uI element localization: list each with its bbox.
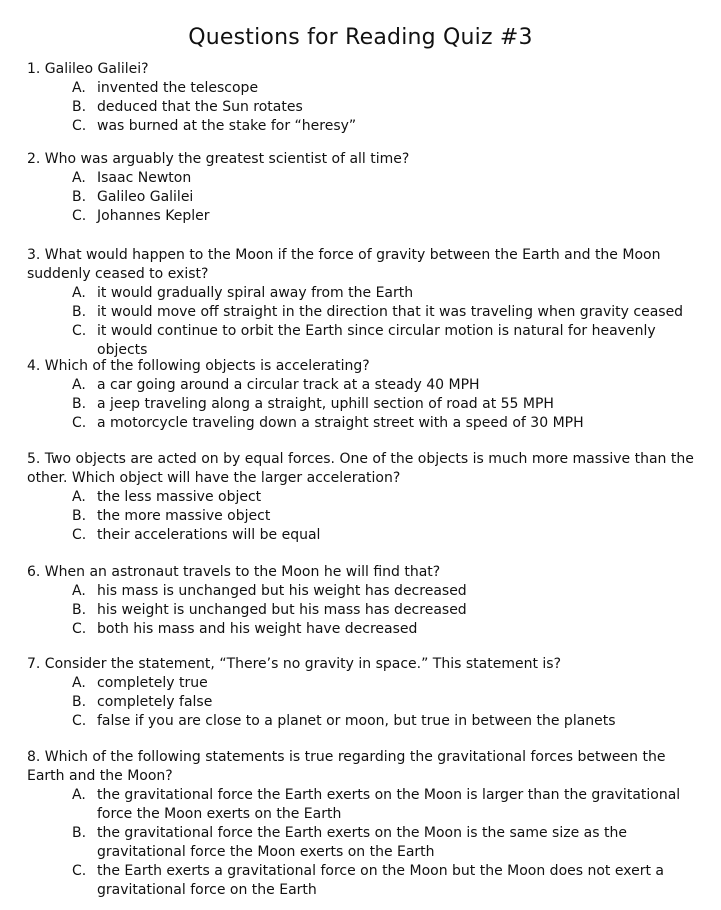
option-text: the gravitational force the Earth exerts on the Moon is the same size as the gravitational force the Moon exerts on the Earth xyxy=(97,825,627,860)
option-c xyxy=(27,207,707,226)
option-letter: C. xyxy=(72,527,87,543)
option-text: Johannes Kepler xyxy=(97,208,210,224)
option-text: it would gradually spiral away from the Earth xyxy=(97,285,414,301)
option-c xyxy=(27,414,707,433)
option-letter: A. xyxy=(72,285,86,301)
option-b xyxy=(27,303,707,322)
question-stem: 3. What would happen to the Moon if the force of gravity between the Earth and the Moon suddenly ceased to exist? xyxy=(27,247,661,282)
option-b xyxy=(27,395,707,414)
option-text: invented the telescope xyxy=(97,80,259,96)
option-a xyxy=(27,786,707,824)
option-b xyxy=(27,98,707,117)
option-letter: C. xyxy=(72,208,87,224)
question-7 xyxy=(27,655,707,731)
question-5 xyxy=(27,450,707,545)
option-letter: C. xyxy=(72,863,87,879)
option-text: a car going around a circular track at a steady 40 MPH xyxy=(97,377,480,393)
question-8 xyxy=(27,748,707,900)
answer-options xyxy=(27,284,707,360)
option-letter: A. xyxy=(72,787,86,803)
option-text: the less massive object xyxy=(97,489,262,505)
option-c xyxy=(27,862,707,900)
option-c xyxy=(27,322,707,360)
option-text: completely true xyxy=(97,675,208,691)
option-letter: A. xyxy=(72,675,86,691)
option-letter: A. xyxy=(72,489,86,505)
option-c xyxy=(27,712,707,731)
option-text: deduced that the Sun rotates xyxy=(97,99,303,115)
option-text: their accelerations will be equal xyxy=(97,527,321,543)
option-a xyxy=(27,488,707,507)
option-text: it would move off straight in the direction that it was traveling when gravity ceased xyxy=(97,304,684,320)
option-text: the more massive object xyxy=(97,508,271,524)
question-stem: 5. Two objects are acted on by equal forces. One of the objects is much more massive than the other. Which object will have the larger acceleration? xyxy=(27,451,694,486)
option-a xyxy=(27,674,707,693)
answer-options xyxy=(27,169,707,226)
option-letter: B. xyxy=(72,189,87,205)
option-a xyxy=(27,169,707,188)
option-c xyxy=(27,620,707,639)
option-letter: C. xyxy=(72,415,87,431)
option-letter: B. xyxy=(72,825,87,841)
option-letter: C. xyxy=(72,118,87,134)
question-stem: 7. Consider the statement, “There’s no gravity in space.” This statement is? xyxy=(27,656,562,672)
option-text: a motorcycle traveling down a straight street with a speed of 30 MPH xyxy=(97,415,584,431)
option-text: the Earth exerts a gravitational force on the Moon but the Moon does not exert a gravitational force on the Earth xyxy=(97,863,664,898)
question-stem: 4. Which of the following objects is accelerating? xyxy=(27,358,370,374)
question-stem: 1. Galileo Galilei? xyxy=(27,61,149,77)
option-letter: B. xyxy=(72,396,87,412)
option-letter: A. xyxy=(72,377,86,393)
question-stem: 8. Which of the following statements is true regarding the gravitational forces between the Earth and the Moon? xyxy=(27,749,666,784)
option-b xyxy=(27,824,707,862)
question-2 xyxy=(27,150,707,226)
answer-options xyxy=(27,79,707,136)
option-letter: B. xyxy=(72,99,87,115)
page-title: Questions for Reading Quiz #3 xyxy=(188,24,533,50)
option-b xyxy=(27,601,707,620)
option-letter: A. xyxy=(72,170,86,186)
option-letter: A. xyxy=(72,80,86,96)
option-text: Isaac Newton xyxy=(97,170,192,186)
option-letter: C. xyxy=(72,621,87,637)
option-letter: A. xyxy=(72,583,86,599)
option-letter: C. xyxy=(72,323,87,339)
option-letter: B. xyxy=(72,602,87,618)
option-text: it would continue to orbit the Earth since circular motion is natural for heavenly objects xyxy=(97,323,656,358)
option-a xyxy=(27,582,707,601)
option-text: false if you are close to a planet or moon, but true in between the planets xyxy=(97,713,616,729)
option-b xyxy=(27,507,707,526)
option-text: the gravitational force the Earth exerts on the Moon is larger than the gravitational force the Moon exerts on the Earth xyxy=(97,787,681,822)
answer-options xyxy=(27,786,707,900)
option-b xyxy=(27,188,707,207)
answer-options xyxy=(27,674,707,731)
answer-options xyxy=(27,376,707,433)
option-letter: B. xyxy=(72,694,87,710)
option-letter: C. xyxy=(72,713,87,729)
question-stem: 6. When an astronaut travels to the Moon he will find that? xyxy=(27,564,441,580)
option-text: both his mass and his weight have decreased xyxy=(97,621,418,637)
option-c xyxy=(27,117,707,136)
option-b xyxy=(27,693,707,712)
option-text: his mass is unchanged but his weight has decreased xyxy=(97,583,467,599)
question-4 xyxy=(27,357,707,433)
option-a xyxy=(27,376,707,395)
option-text: Galileo Galilei xyxy=(97,189,194,205)
option-text: completely false xyxy=(97,694,213,710)
option-text: a jeep traveling along a straight, uphill section of road at 55 MPH xyxy=(97,396,554,412)
option-a xyxy=(27,79,707,98)
option-letter: B. xyxy=(72,304,87,320)
answer-options xyxy=(27,582,707,639)
option-a xyxy=(27,284,707,303)
option-letter: B. xyxy=(72,508,87,524)
option-c xyxy=(27,526,707,545)
question-1 xyxy=(27,60,707,136)
option-text: his weight is unchanged but his mass has decreased xyxy=(97,602,467,618)
option-text: was burned at the stake for “heresy” xyxy=(97,118,357,134)
question-stem: 2. Who was arguably the greatest scientist of all time? xyxy=(27,151,410,167)
question-6 xyxy=(27,563,707,639)
answer-options xyxy=(27,488,707,545)
question-3 xyxy=(27,246,707,360)
